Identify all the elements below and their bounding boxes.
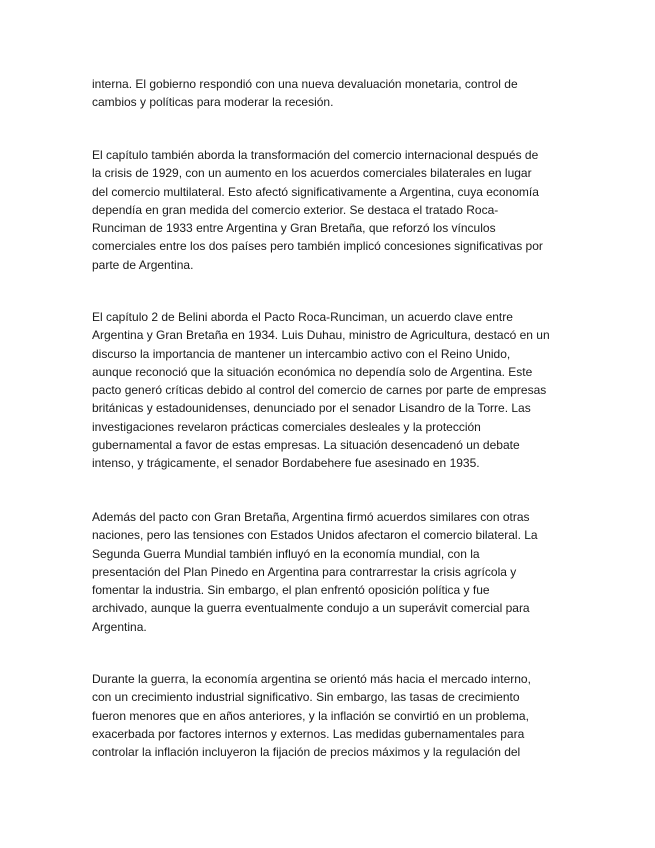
text-line: El capítulo también aborda la transformación del comercio internacional después de: [92, 148, 539, 162]
text-line: pacto generó críticas debido al control del comercio de carnes por parte de empresas: [92, 383, 547, 398]
text-line: parte de Argentina.: [92, 257, 194, 272]
text-line: Argentina.: [92, 619, 147, 634]
text-line: discurso la importancia de mantener un intercambio activo con el Reino Unido,: [92, 346, 511, 361]
text-line: presentación del Plan Pinedo en Argentina para contrarrestar la crisis agrícola y: [92, 564, 517, 579]
paragraph-plan-pinedo: [92, 508, 567, 636]
text-line: naciones, pero las tensiones con Estados Unidos afectaron el comercio bilateral. La: [92, 528, 538, 543]
text-line: El capítulo 2 de Belini aborda el Pacto Roca-Runciman, un acuerdo clave entre: [92, 310, 513, 324]
text-line: dependía en gran medida del comercio exterior. Se destaca el tratado Roca-: [92, 202, 499, 217]
text-line: Argentina y Gran Bretaña en 1934. Luis Duhau, ministro de Agricultura, destacó en un: [92, 328, 550, 343]
paragraph-economia-guerra: [92, 670, 567, 761]
text-line: británicas y estadounidenses, denunciado por el senador Lisandro de la Torre. Las: [92, 401, 531, 416]
text-line: interna. El gobierno respondió con una nueva devaluación monetaria, control de: [92, 77, 518, 91]
text-line: aunque reconoció que la situación económica no dependía solo de Argentina. Este: [92, 364, 533, 379]
text-line: Además del pacto con Gran Bretaña, Argentina firmó acuerdos similares con otras: [92, 510, 530, 524]
text-line: fueron menores que en años anteriores, y la inflación se convirtió en un problema,: [92, 708, 529, 723]
paragraph-comercio-internacional: [92, 146, 567, 274]
paragraph-pacto-roca-runciman: [92, 308, 567, 473]
text-line: Durante la guerra, la economía argentina se orientó más hacia el mercado interno,: [92, 672, 531, 686]
text-line: investigaciones revelaron prácticas comerciales desleales y la protección: [92, 419, 481, 434]
text-line: cambios y políticas para moderar la recesión.: [92, 95, 334, 110]
text-line: del comercio multilateral. Esto afectó significativamente a Argentina, cuya economía: [92, 184, 539, 199]
text-line: Segunda Guerra Mundial también influyó en la economía mundial, con la: [92, 546, 480, 561]
text-line: exacerbada por factores internos y externos. Las medidas gubernamentales para: [92, 726, 525, 741]
text-line: la crisis de 1929, con un aumento en los acuerdos comerciales bilaterales en lugar: [92, 166, 532, 181]
text-line: intenso, y trágicamente, el senador Bordabehere fue asesinado en 1935.: [92, 456, 480, 471]
text-line: gubernamental a favor de estas empresas. La situación desencadenó un debate: [92, 438, 520, 453]
paragraph-devaluacion: [92, 75, 567, 112]
text-line: controlar la inflación incluyeron la fijación de precios máximos y la regulación del: [92, 745, 521, 760]
text-line: con un crecimiento industrial significativo. Sin embargo, las tasas de crecimiento: [92, 690, 520, 705]
text-line: fomentar la industria. Sin embargo, el plan enfrentó oposición política y fue: [92, 583, 490, 598]
text-line: comerciales entre los dos países pero también implicó concesiones significativas por: [92, 239, 543, 254]
text-line: Runciman de 1933 entre Argentina y Gran Bretaña, que reforzó los vínculos: [92, 221, 496, 236]
text-line: archivado, aunque la guerra eventualmente condujo a un superávit comercial para: [92, 601, 530, 616]
